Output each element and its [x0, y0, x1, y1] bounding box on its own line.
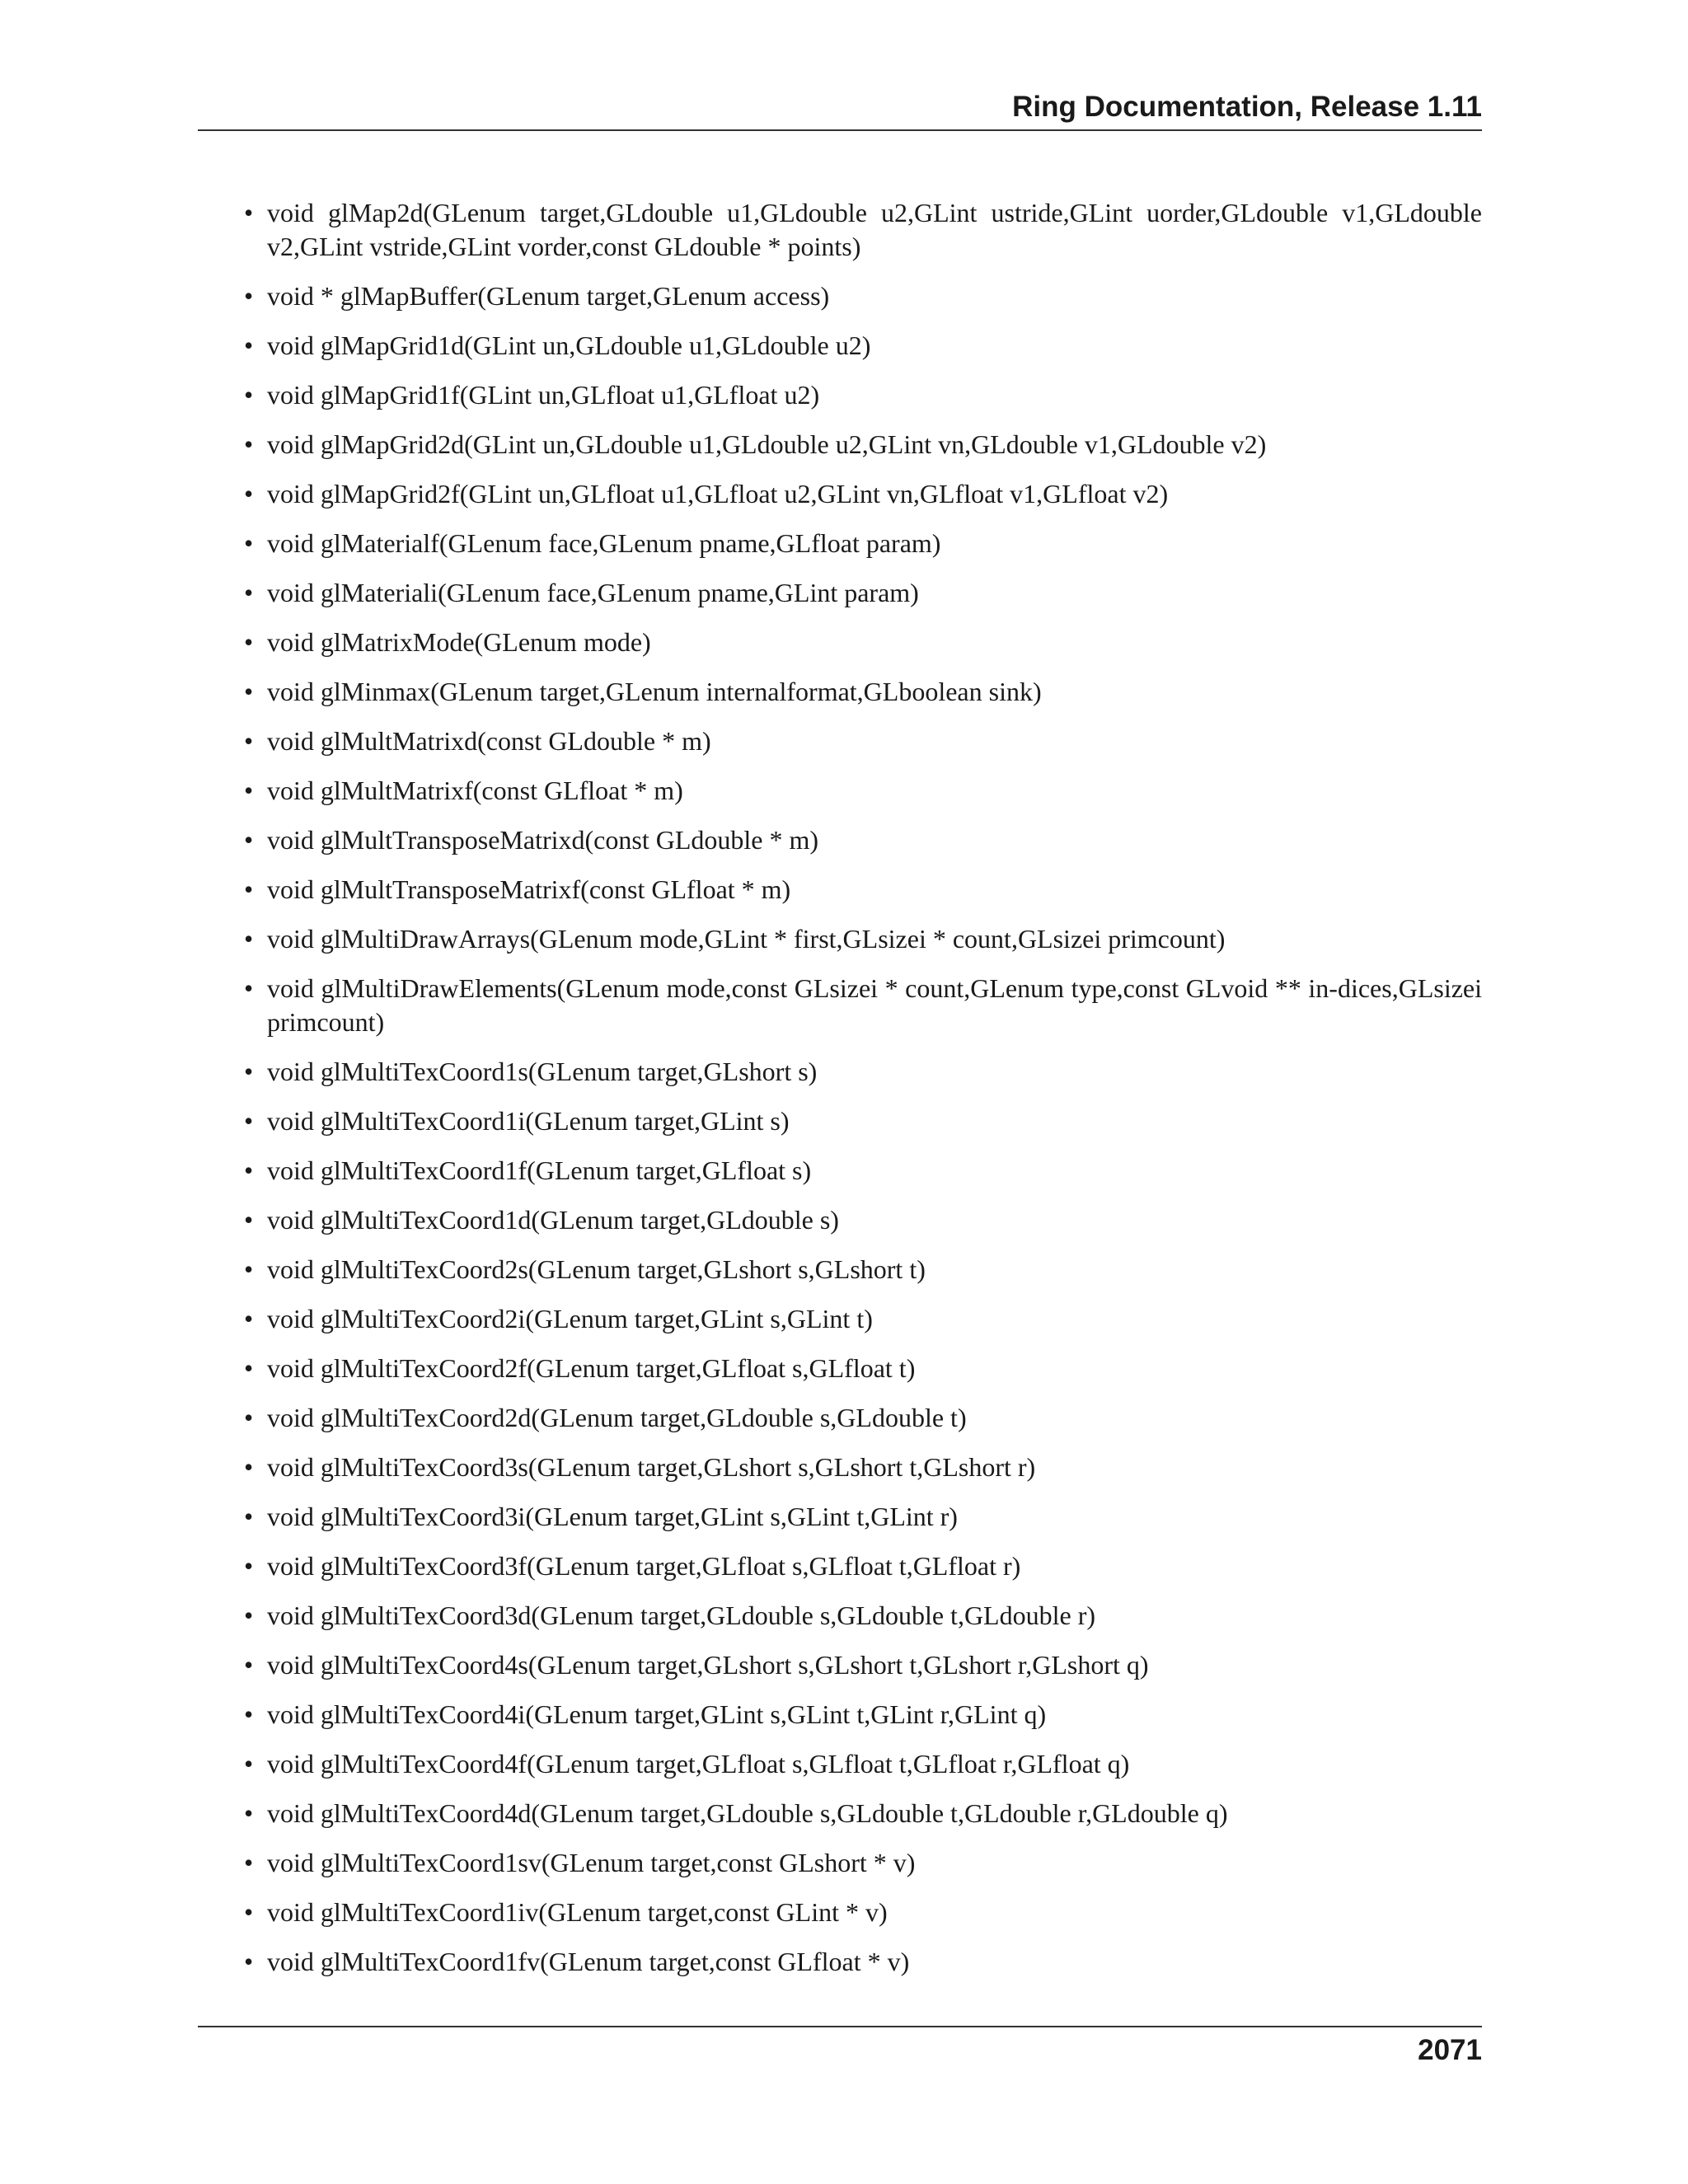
bullet-icon: • [244, 1205, 254, 1235]
function-signature-text: void glMultiTexCoord1i(GLenum target,GLint s) [267, 1106, 790, 1136]
function-signature-text: void glMultiTexCoord1sv(GLenum target,const GLshort * v) [267, 1848, 916, 1877]
function-signature-text: void glMapGrid2d(GLint un,GLdouble u1,GLdouble u2,GLint vn,GLdouble v1,GLdouble v2) [267, 429, 1267, 459]
function-signature-text: void * glMapBuffer(GLenum target,GLenum access) [267, 281, 830, 311]
bullet-icon: • [244, 1502, 254, 1531]
page-header-title: Ring Documentation, Release 1.11 [1012, 91, 1482, 123]
bullet-icon: • [244, 1403, 254, 1432]
bullet-icon: • [244, 1304, 254, 1333]
bullet-icon: • [244, 1650, 254, 1680]
function-signature-item [198, 1104, 1482, 1138]
function-signature-text: void glMateriali(GLenum face,GLenum pname,GLint param) [267, 578, 919, 607]
function-signature-list [198, 196, 1482, 1994]
bullet-icon: • [244, 281, 254, 311]
bullet-icon: • [244, 1947, 254, 1976]
function-signature-item [198, 873, 1482, 907]
bullet-icon: • [244, 528, 254, 558]
function-signature-item [198, 1302, 1482, 1336]
function-signature-item [198, 922, 1482, 956]
function-signature-text: void glMultiTexCoord1s(GLenum target,GLshort s) [267, 1057, 818, 1086]
bullet-icon: • [244, 973, 254, 1003]
bullet-icon: • [244, 429, 254, 459]
function-signature-item [198, 1451, 1482, 1484]
function-signature-item [198, 477, 1482, 511]
function-signature-item [198, 1401, 1482, 1435]
function-signature-item [198, 675, 1482, 709]
function-signature-item [198, 1599, 1482, 1633]
bullet-icon: • [244, 1848, 254, 1877]
function-signature-item [198, 724, 1482, 758]
function-signature-item [198, 1698, 1482, 1732]
function-signature-item [198, 1549, 1482, 1583]
function-signature-text: void glMinmax(GLenum target,GLenum internalformat,GLboolean sink) [267, 677, 1042, 706]
function-signature-item [198, 1846, 1482, 1880]
function-signature-text: void glMultiTexCoord2i(GLenum target,GLint s,GLint t) [267, 1304, 873, 1333]
page-number: 2071 [1418, 2034, 1482, 2066]
function-signature-item [198, 378, 1482, 412]
function-signature-text: void glMultiTexCoord1fv(GLenum target,const GLfloat * v) [267, 1947, 910, 1976]
function-signature-text: void glMultiTexCoord2f(GLenum target,GLfloat s,GLfloat t) [267, 1353, 916, 1383]
function-signature-item [198, 1352, 1482, 1385]
function-signature-text: void glMultiTexCoord1d(GLenum target,GLdouble s) [267, 1205, 839, 1235]
function-signature-text: void glMultiTexCoord3d(GLenum target,GLdouble s,GLdouble t,GLdouble r) [267, 1601, 1095, 1630]
bullet-icon: • [244, 874, 254, 904]
bullet-icon: • [244, 1106, 254, 1136]
bullet-icon: • [244, 776, 254, 805]
function-signature-item [198, 626, 1482, 659]
function-signature-item [198, 428, 1482, 462]
function-signature-item [198, 1253, 1482, 1286]
function-signature-text: void glMapGrid1d(GLint un,GLdouble u1,GLdouble u2) [267, 330, 871, 360]
function-signature-item [198, 196, 1482, 264]
function-signature-text: void glMultiTexCoord3s(GLenum target,GLshort s,GLshort t,GLshort r) [267, 1452, 1036, 1482]
function-signature-text: void glMultiTexCoord3f(GLenum target,GLfloat s,GLfloat t,GLfloat r) [267, 1551, 1021, 1581]
function-signature-text: void glMapGrid2f(GLint un,GLfloat u1,GLfloat u2,GLint vn,GLfloat v1,GLfloat v2) [267, 479, 1169, 509]
bullet-icon: • [244, 1155, 254, 1185]
header-divider [198, 129, 1482, 131]
bullet-icon: • [244, 380, 254, 410]
function-signature-text: void glMultiTexCoord1iv(GLenum target,const GLint * v) [267, 1897, 888, 1927]
function-signature-text: void glMultTransposeMatrixd(const GLdouble * m) [267, 825, 818, 855]
function-signature-text: void glMaterialf(GLenum face,GLenum pname,GLfloat param) [267, 528, 941, 558]
function-signature-text: void glMultiTexCoord4f(GLenum target,GLfloat s,GLfloat t,GLfloat r,GLfloat q) [267, 1749, 1130, 1779]
bullet-icon: • [244, 1601, 254, 1630]
function-signature-item [198, 1747, 1482, 1781]
function-signature-item [198, 1154, 1482, 1188]
bullet-icon: • [244, 578, 254, 607]
bullet-icon: • [244, 677, 254, 706]
function-signature-text: void glMultiTexCoord2d(GLenum target,GLdouble s,GLdouble t) [267, 1403, 967, 1432]
function-signature-item [198, 279, 1482, 313]
bullet-icon: • [244, 1749, 254, 1779]
function-signature-item [198, 329, 1482, 363]
function-signature-text: void glMatrixMode(GLenum mode) [267, 627, 651, 657]
function-signature-item [198, 1945, 1482, 1979]
function-signature-item [198, 1055, 1482, 1089]
function-signature-text: void glMultiTexCoord3i(GLenum target,GLint s,GLint t,GLint r) [267, 1502, 958, 1531]
function-signature-item [198, 527, 1482, 560]
bullet-icon: • [244, 726, 254, 756]
function-signature-item [198, 576, 1482, 610]
bullet-icon: • [244, 1353, 254, 1383]
function-signature-item [198, 1500, 1482, 1534]
function-signature-item [198, 774, 1482, 808]
function-signature-text: void glMultiDrawArrays(GLenum mode,GLint * first,GLsizei * count,GLsizei primcount) [267, 924, 1226, 954]
function-signature-item [198, 1797, 1482, 1830]
function-signature-item [198, 823, 1482, 857]
bullet-icon: • [244, 1551, 254, 1581]
footer-divider [198, 2026, 1482, 2027]
bullet-icon: • [244, 1798, 254, 1828]
function-signature-item [198, 1203, 1482, 1237]
bullet-icon: • [244, 825, 254, 855]
function-signature-text: void glMapGrid1f(GLint un,GLfloat u1,GLfloat u2) [267, 380, 820, 410]
function-signature-text: void glMultiTexCoord4i(GLenum target,GLint s,GLint t,GLint r,GLint q) [267, 1699, 1047, 1729]
function-signature-text: void glMultiDrawElements(GLenum mode,const GLsizei * count,GLenum type,const GLvoid ** in-dices,GLsizei primcount) [267, 973, 1482, 1037]
bullet-icon: • [244, 330, 254, 360]
function-signature-text: void glMultMatrixd(const GLdouble * m) [267, 726, 711, 756]
function-signature-text: void glMultiTexCoord4s(GLenum target,GLshort s,GLshort t,GLshort r,GLshort q) [267, 1650, 1149, 1680]
function-signature-item [198, 972, 1482, 1039]
function-signature-text: void glMap2d(GLenum target,GLdouble u1,GLdouble u2,GLint ustride,GLint uorder,GLdouble v1,GLdouble v2,GLint vstride,GLint vorder,const GLdouble * points) [267, 198, 1482, 261]
function-signature-item [198, 1896, 1482, 1929]
bullet-icon: • [244, 1057, 254, 1086]
function-signature-text: void glMultMatrixf(const GLfloat * m) [267, 776, 683, 805]
bullet-icon: • [244, 1897, 254, 1927]
function-signature-text: void glMultTransposeMatrixf(const GLfloat * m) [267, 874, 791, 904]
bullet-icon: • [244, 1254, 254, 1284]
function-signature-item [198, 1648, 1482, 1682]
function-signature-text: void glMultiTexCoord2s(GLenum target,GLshort s,GLshort t) [267, 1254, 926, 1284]
bullet-icon: • [244, 1699, 254, 1729]
bullet-icon: • [244, 1452, 254, 1482]
bullet-icon: • [244, 924, 254, 954]
bullet-icon: • [244, 479, 254, 509]
function-signature-text: void glMultiTexCoord1f(GLenum target,GLfloat s) [267, 1155, 812, 1185]
function-signature-text: void glMultiTexCoord4d(GLenum target,GLdouble s,GLdouble t,GLdouble r,GLdouble q) [267, 1798, 1228, 1828]
bullet-icon: • [244, 627, 254, 657]
bullet-icon: • [244, 198, 254, 227]
